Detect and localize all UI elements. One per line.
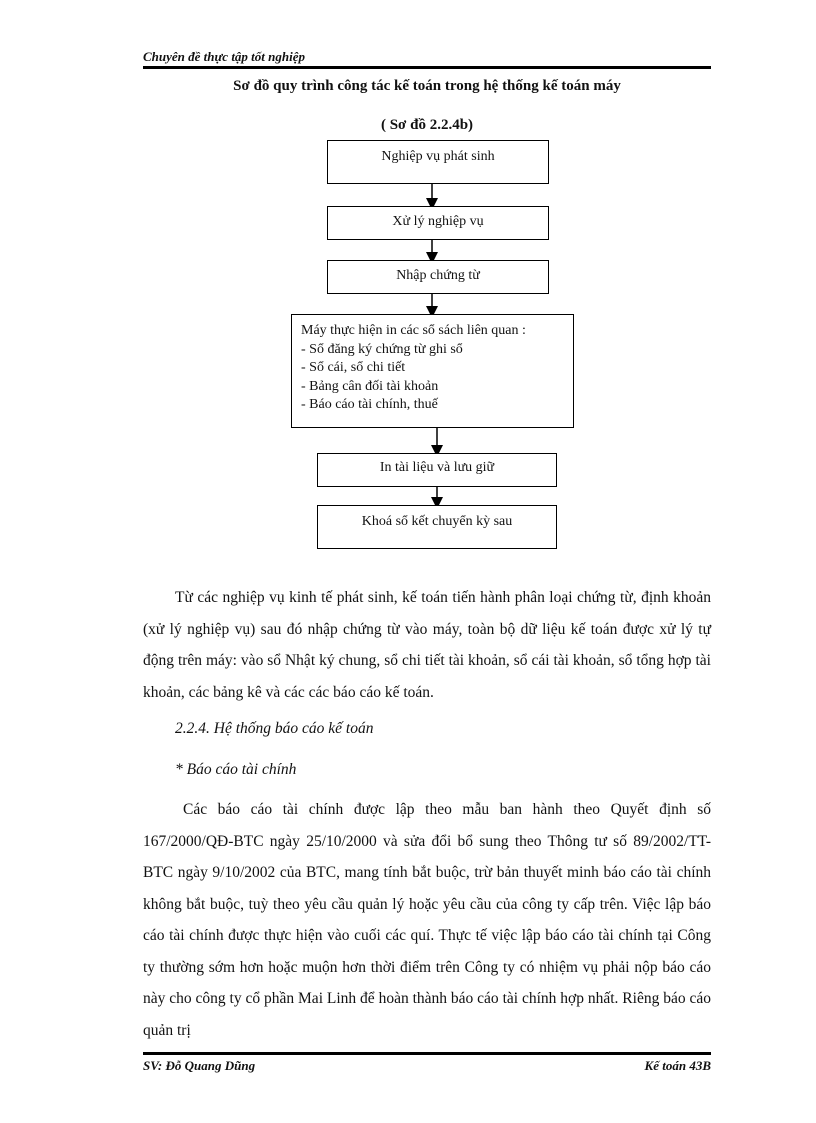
diagram-code: ( Sơ đồ 2.2.4b) (380, 117, 474, 133)
step-may-in-label: Máy thực hiện in các sổ sách liên quan : (301, 323, 526, 338)
print-item: - Sổ cái, sổ chi tiết (301, 360, 406, 375)
print-item: - Sổ đăng ký chứng từ ghi sổ (301, 341, 463, 357)
step-may-in-so-sach (291, 314, 574, 428)
paragraph-financial-reports: Các báo cáo tài chính được lập theo mẫu ban hành theo Quyết định số 167/2000/QĐ-BTC ngày 25/10/2000 và sửa đổi bổ sung theo Thông tư số 89/2002/TT-BTC ngày 9/10/2002 của BTC, mang tính bắt buộc, trừ bản thuyết minh báo cáo tài chính không bắt buộc, tuỳ theo yêu cầu quản lý hoặc yêu cầu của công ty cấp trên. Việc lập báo cáo tài chính được thực hiện vào cuối các quí. Thực tế việc lập báo cáo tài chính tại Công ty thường sớm hơn hoặc muộn hơn thời điểm trên Công ty có nhiệm vụ phải nộp báo cáo này cho công ty cổ phần Mai Linh để hoàn thành báo cáo tài chính hợp nhất. Riêng báo cáo quản trị (143, 801, 711, 1039)
section-heading: 2.2.4. Hệ thống báo cáo kế toán (175, 720, 374, 737)
subheading-financial-reports: * Báo cáo tài chính (175, 761, 297, 778)
step-nhap-chung-tu: Nhập chứng từ (327, 260, 549, 294)
step-in-tai-lieu: In tài liệu và lưu giữ (317, 453, 557, 487)
paragraph-process: Từ các nghiệp vụ kinh tế phát sinh, kế toán tiến hành phân loại chứng từ, định khoản (xử lý nghiệp vụ) sau đó nhập chứng từ vào máy, toàn bộ dữ liệu kế toán được xử lý tự động trên máy: vào sổ Nhật ký chung, sổ chi tiết tài khoản, sổ cái tài khoản, sổ tổng hợp tài khoản, các bảng kê và các các báo cáo kế toán. (143, 589, 711, 701)
print-item: - Báo cáo tài chính, thuế (301, 397, 438, 412)
step-nghiep-vu-phat-sinh: Nghiệp vụ phát sinh (327, 140, 549, 184)
header-title: Chuyên đề thực tập tốt nghiệp (143, 49, 305, 64)
footer-class: Kế toán 43B (644, 1058, 711, 1073)
step-xu-ly-nghiep-vu: Xử lý nghiệp vụ (327, 206, 549, 240)
diagram-title: Sơ đồ quy trình công tác kế toán trong hệ thống kế toán máy (233, 78, 621, 94)
footer-author: SV: Đỗ Quang Dũng (143, 1058, 256, 1073)
step-khoa-so: Khoá sổ kết chuyển kỳ sau (317, 505, 557, 549)
footer-rule (143, 1052, 711, 1055)
print-item: - Bảng cân đối tài khoản (301, 378, 439, 394)
